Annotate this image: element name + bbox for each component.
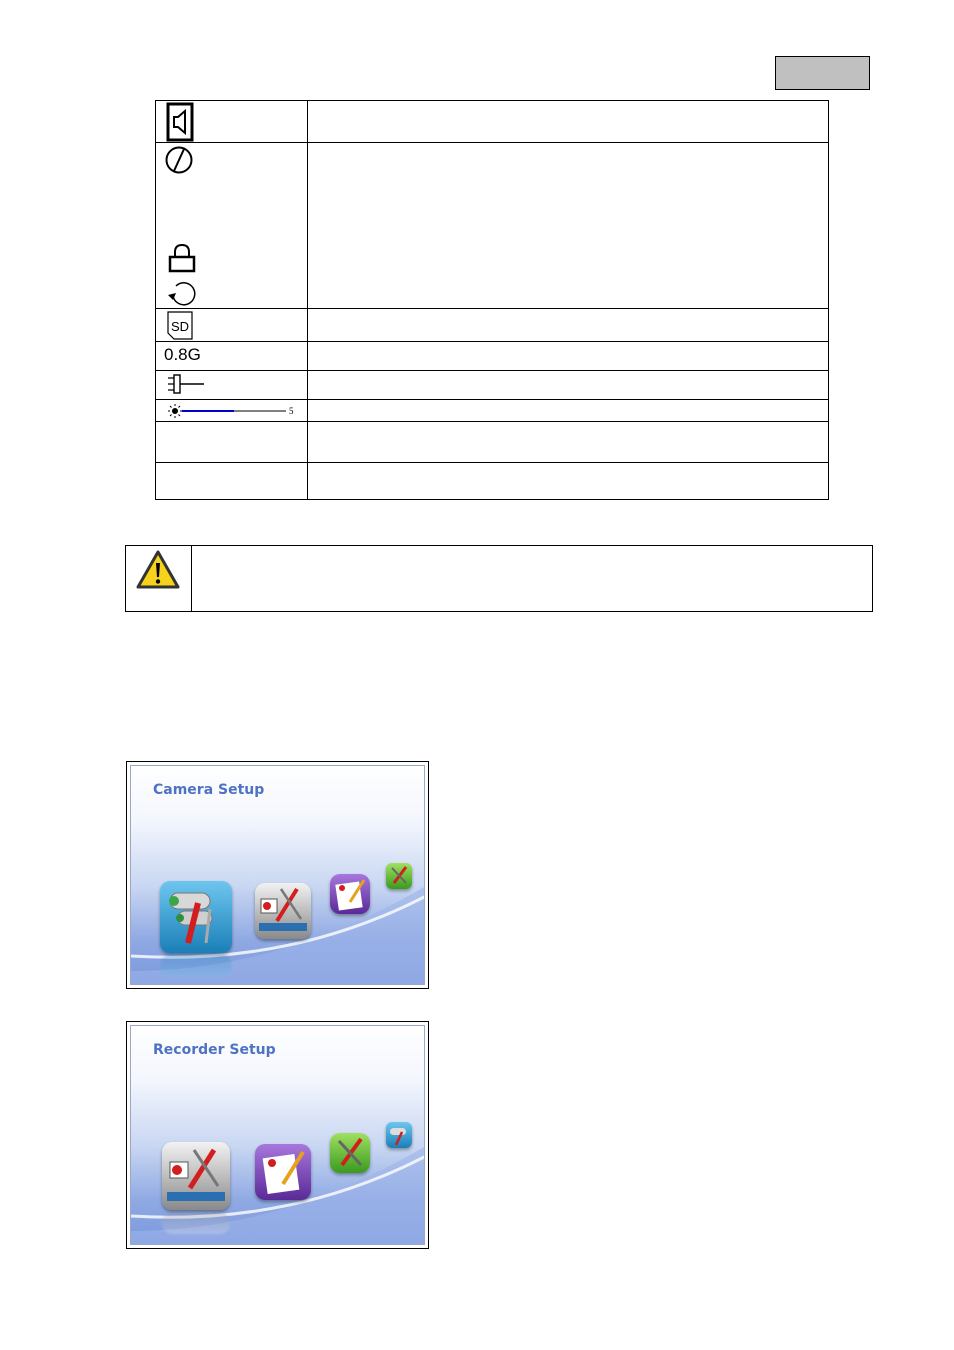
table-row (156, 342, 829, 371)
table-row (156, 101, 829, 143)
record-setup-icon[interactable] (330, 874, 370, 914)
icon-cell (156, 342, 308, 371)
icon-cell (156, 422, 308, 463)
camera-setup-icon[interactable] (160, 881, 232, 953)
language-tab (775, 56, 870, 90)
system-setup-icon[interactable] (330, 1133, 370, 1173)
description-cell (308, 101, 829, 143)
description-cell (308, 463, 829, 500)
power-plug-icon (166, 373, 206, 397)
menu-title: Camera Setup (153, 782, 265, 798)
icon-cell (156, 101, 308, 143)
svg-text:SD: SD (170, 319, 190, 334)
icon-cell (156, 400, 308, 422)
description-cell (308, 400, 829, 422)
description-cell (308, 422, 829, 463)
brightness-slider-icon (166, 403, 306, 421)
table-row (156, 143, 829, 309)
sun-icon (168, 404, 182, 418)
speaker-icon (166, 102, 196, 142)
icon-cell (156, 463, 308, 500)
camera-setup-screen (126, 761, 429, 989)
description-cell (308, 371, 829, 400)
description-cell (308, 342, 829, 371)
sd-card-icon (166, 310, 194, 341)
table-row (156, 463, 829, 500)
recorder-setup-screen (126, 1021, 429, 1249)
system-setup-icon[interactable] (386, 863, 412, 889)
warning-triangle-icon (135, 549, 181, 591)
table-row (156, 400, 829, 422)
warning-box (125, 545, 873, 612)
table-row (156, 422, 829, 463)
menu-title: Recorder Setup (153, 1042, 276, 1058)
motion-detection-icon (164, 145, 196, 177)
recorder-setup-icon[interactable] (162, 1142, 230, 1210)
recorder-setup-icon[interactable] (255, 883, 311, 939)
warning-icon-cell (126, 546, 192, 611)
icon-cell (156, 143, 308, 309)
table-row (156, 309, 829, 342)
lock-icon (167, 243, 197, 275)
table-row (156, 371, 829, 400)
description-cell (308, 309, 829, 342)
record-setup-icon[interactable] (255, 1144, 311, 1200)
icon-legend-table (155, 100, 829, 500)
loop-recording-icon (164, 279, 198, 307)
description-cell (308, 143, 829, 309)
storage-size-label: 0.8G (164, 345, 201, 364)
warning-text (192, 546, 872, 611)
camera-setup-icon[interactable] (386, 1122, 412, 1148)
icon-cell (156, 371, 308, 400)
slider-value: 5 (289, 406, 294, 416)
icon-cell (156, 309, 308, 342)
